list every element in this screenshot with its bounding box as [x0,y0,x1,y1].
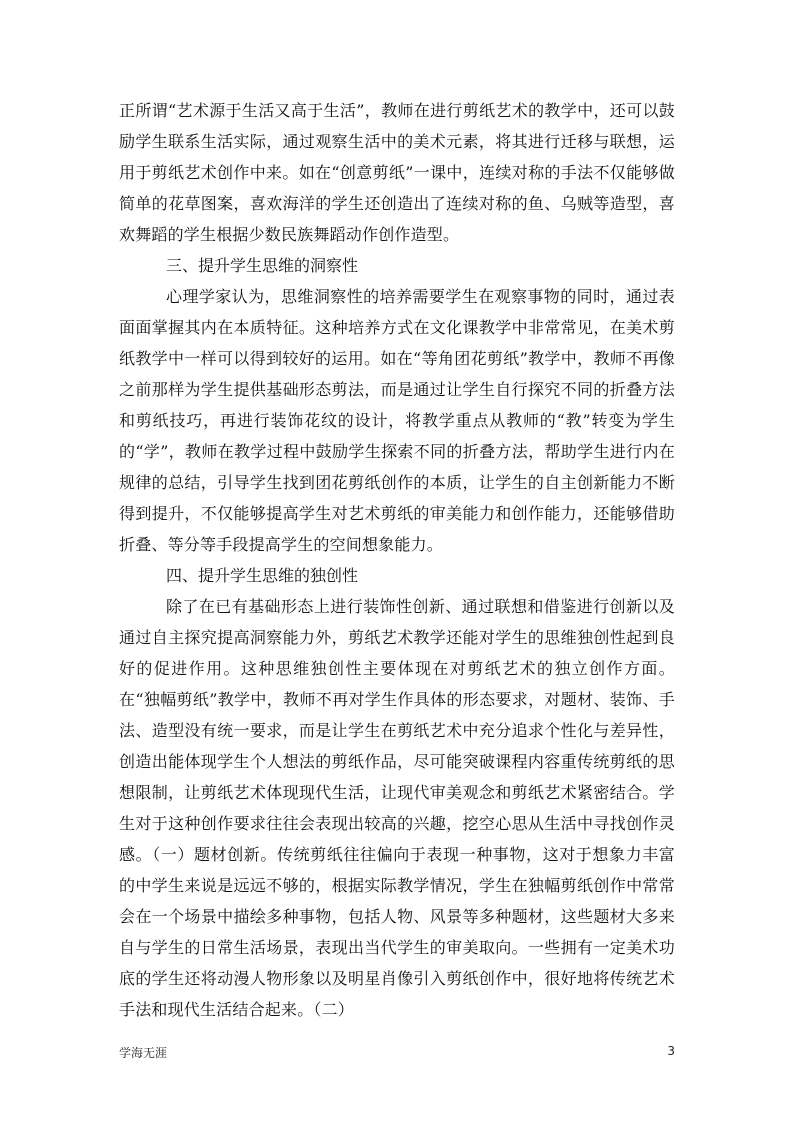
document-body [119,95,675,1025]
paragraph-insight: 心理学家认为，思维洞察性的培养需要学生在观察事物的同时，通过表面面掌握其内在本质特征。这种培养方式在文化课教学中非常常见，在美术剪纸教学中一样可以得到较好的运用。如在“等角团花剪纸”教学中，教师不再像之前那样为学生提供基础形态剪法，而是通过让学生自行探究不同的折叠方法和剪纸技巧，再进行装饰花纹的设计，将教学重点从教师的“教”转变为学生的“学”，教师在教学过程中鼓励学生探索不同的折叠方法，帮助学生进行内在规律的总结，引导学生找到团花剪纸创作的本质，让学生的自主创新能力不断得到提升，不仅能够提高学生对艺术剪纸的审美能力和创作能力，还能够借助折叠、等分等手段提高学生的空间想象能力。 [119,287,675,554]
footer-text: 学海无涯 [119,1046,168,1060]
paragraph-originality: 除了在已有基础形态上进行装饰性创新、通过联想和借鉴进行创新以及通过自主探究提高洞察能力外，剪纸艺术教学还能对学生的思维独创性起到良好的促进作用。这种思维独创性主要体现在对剪纸艺术的独立创作方面。在“独幅剪纸”教学中，教师不再对学生作具体的形态要求，对题材、装饰、手法、造型没有统一要求，而是让学生在剪纸艺术中充分追求个性化与差异性，创造出能体现学生个人想法的剪纸作品，尽可能突破课程内容重传统剪纸的思想限制，让剪纸艺术体现现代生活，让现代审美观念和剪纸艺术紧密结合。学生对于这种创作要求往往会表现出较高的兴趣，挖空心思从生活中寻找创作灵感。（一）题材创新。传统剪纸往往偏向于表现一种事物，这对于想象力丰富的中学生来说是远远不够的，根据实际教学情况，学生在独幅剪纸创作中常常会在一个场景中描绘多种事物，包括人物、风景等多种题材，这些题材大多来自与学生的日常生活场景，表现出当代学生的审美取向。一些拥有一定美术功底的学生还将动漫人物形象以及明星肖像引入剪纸创作中，很好地将传统艺术手法和现代生活结合起来。（二） [119,597,675,1019]
section-heading-3: 三、提升学生思维的洞察性 [166,256,359,275]
section-heading-4: 四、提升学生思维的独创性 [166,566,359,585]
page-number: 3 [667,1044,675,1058]
paragraph-continuation: 正所谓“艺术源于生活又高于生活”，教师在进行剪纸艺术的教学中，还可以鼓励学生联系生活实际，通过观察生活中的美术元素，将其进行迁移与联想，运用于剪纸艺术创作中来。如在“创意剪纸”一课中，连续对称的手法不仅能够做简单的花草图案，喜欢海洋的学生还创造出了连续对称的鱼、乌贼等造型，喜欢舞蹈的学生根据少数民族舞蹈动作创作造型。 [119,101,675,244]
